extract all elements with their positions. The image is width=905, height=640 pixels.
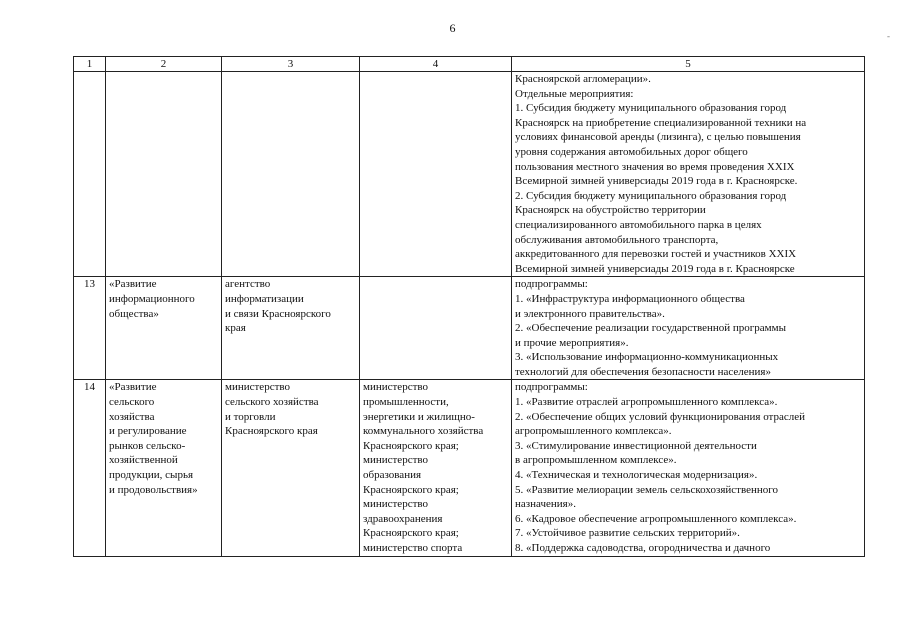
table-row bbox=[74, 277, 865, 380]
header-col-1: 1 bbox=[74, 57, 106, 72]
cell-line: аккредитованного для перевозки гостей и участников XXIX bbox=[515, 248, 797, 261]
cell-line: Красноярск на обустройство территории bbox=[515, 204, 706, 217]
cell-line: технологий для обеспечения безопасности населения» bbox=[515, 365, 771, 378]
cell-line: информатизации bbox=[225, 292, 304, 305]
responsible-executor-cell bbox=[222, 277, 360, 380]
cell-line: 1. «Инфраструктура информационного общества bbox=[515, 292, 745, 305]
cell-line: 6. «Кадровое обеспечение агропромышленного комплекса». bbox=[515, 512, 797, 525]
cell-line: обслуживания автомобильного транспорта, bbox=[515, 233, 719, 246]
cell-line: общества» bbox=[109, 307, 159, 320]
subprograms-cell bbox=[512, 277, 865, 380]
cell-line: уровня содержания автомобильных дорог общего bbox=[515, 145, 748, 158]
cell-line: 2. «Обеспечение общих условий функционирования отраслей bbox=[515, 410, 806, 423]
cell-line: здравоохранения bbox=[363, 512, 443, 525]
co-executors-cell bbox=[360, 72, 512, 277]
cell-line: министерство спорта bbox=[363, 542, 463, 554]
cell-line: агентство bbox=[225, 278, 271, 291]
cell-line: 1. Субсидия бюджету муниципального образования город bbox=[515, 102, 787, 115]
row-number bbox=[74, 72, 106, 277]
header-row bbox=[74, 57, 865, 72]
cell-line: 8. «Поддержка садоводства, огородничества и дачного bbox=[515, 542, 771, 554]
cell-line: «Развитие bbox=[109, 381, 157, 394]
responsible-executor-cell bbox=[222, 380, 360, 556]
cell-line: министерство bbox=[363, 498, 429, 511]
cell-line: и электронного правительства». bbox=[515, 307, 665, 320]
row-number: 13 bbox=[74, 277, 106, 380]
responsible-executor-cell bbox=[222, 72, 360, 277]
cell-line: «Развитие bbox=[109, 278, 157, 291]
cell-line: Всемирной зимней универсиады 2019 года в г. Красноярске bbox=[515, 262, 795, 275]
cell-line: пользования местного значения во время проведения XXIX bbox=[515, 160, 795, 173]
co-executors-cell bbox=[360, 277, 512, 380]
row-number: 14 bbox=[74, 380, 106, 556]
edge-mark: - bbox=[887, 31, 890, 41]
cell-line: Красноярского края; bbox=[363, 527, 459, 540]
cell-line: и прочие мероприятия». bbox=[515, 336, 629, 349]
cell-line: продукции, сырья bbox=[109, 469, 194, 482]
header-col-2: 2 bbox=[106, 57, 222, 72]
cell-line: подпрограммы: bbox=[515, 381, 588, 394]
cell-line: подпрограммы: bbox=[515, 278, 588, 291]
cell-line: 5. «Развитие мелиорации земель сельскохозяйственного bbox=[515, 483, 778, 496]
cell-line: края bbox=[225, 322, 246, 335]
cell-line: рынков сельско- bbox=[109, 439, 186, 452]
cell-line: специализированного автомобильного парка в целях bbox=[515, 218, 762, 231]
cell-line: образования bbox=[363, 469, 422, 482]
cell-line: информационного bbox=[109, 292, 195, 305]
cell-line: сельского bbox=[109, 396, 155, 409]
cell-line: коммунального хозяйства bbox=[363, 425, 484, 438]
program-name-cell bbox=[106, 380, 222, 556]
cell-line: 3. «Использование информационно-коммуникационных bbox=[515, 351, 779, 364]
cell-line: и регулирование bbox=[109, 425, 187, 438]
cell-line: 2. «Обеспечение реализации государственной программы bbox=[515, 322, 786, 335]
cell-line: Красноярск на приобретение специализированной техники на bbox=[515, 116, 807, 129]
cell-line: министерство bbox=[363, 454, 429, 467]
cell-line: хозяйства bbox=[109, 410, 155, 423]
cell-line: агропромышленного комплекса». bbox=[515, 425, 672, 438]
header-col-3: 3 bbox=[222, 57, 360, 72]
cell-line: и торговли bbox=[225, 410, 276, 423]
cell-line: Красноярской агломерации». bbox=[515, 73, 651, 85]
cell-line: и продовольствия» bbox=[109, 483, 198, 496]
cell-line: министерство bbox=[225, 381, 291, 394]
table-row bbox=[74, 72, 865, 277]
cell-line: промышленности, bbox=[363, 396, 449, 409]
cell-line: и связи Красноярского bbox=[225, 307, 331, 320]
cell-line: 7. «Устойчивое развитие сельских территорий». bbox=[515, 527, 740, 540]
cell-line: Красноярского края; bbox=[363, 483, 459, 496]
table-row bbox=[74, 380, 865, 556]
program-name-cell bbox=[106, 72, 222, 277]
page-number: 6 bbox=[449, 21, 456, 35]
program-name-cell bbox=[106, 277, 222, 380]
cell-line: 2. Субсидия бюджету муниципального образования город bbox=[515, 189, 787, 202]
cell-line: Отдельные мероприятия: bbox=[515, 87, 634, 100]
subprograms-cell bbox=[512, 72, 865, 277]
cell-line: Красноярского края; bbox=[363, 439, 459, 452]
cell-line: 4. «Техническая и технологическая модернизация». bbox=[515, 469, 758, 482]
cell-line: Красноярского края bbox=[225, 425, 318, 438]
header-col-4: 4 bbox=[360, 57, 512, 72]
cell-line: Всемирной зимней универсиады 2019 года в г. Красноярске. bbox=[515, 175, 798, 188]
programs-table bbox=[73, 56, 865, 557]
co-executors-cell bbox=[360, 380, 512, 556]
cell-line: назначения». bbox=[515, 498, 576, 511]
cell-line: 3. «Стимулирование инвестиционной деятельности bbox=[515, 439, 757, 452]
cell-line: сельского хозяйства bbox=[225, 396, 319, 409]
subprograms-cell bbox=[512, 380, 865, 556]
cell-line: условиях финансовой аренды (лизинга), с целью повышения bbox=[515, 131, 801, 144]
cell-line: 1. «Развитие отраслей агропромышленного комплекса». bbox=[515, 396, 778, 409]
cell-line: в агропромышленном комплексе». bbox=[515, 454, 677, 467]
cell-line: энергетики и жилищно- bbox=[363, 410, 475, 423]
header-col-5: 5 bbox=[512, 57, 865, 72]
cell-line: министерство bbox=[363, 381, 429, 394]
cell-line: хозяйственной bbox=[109, 454, 178, 467]
